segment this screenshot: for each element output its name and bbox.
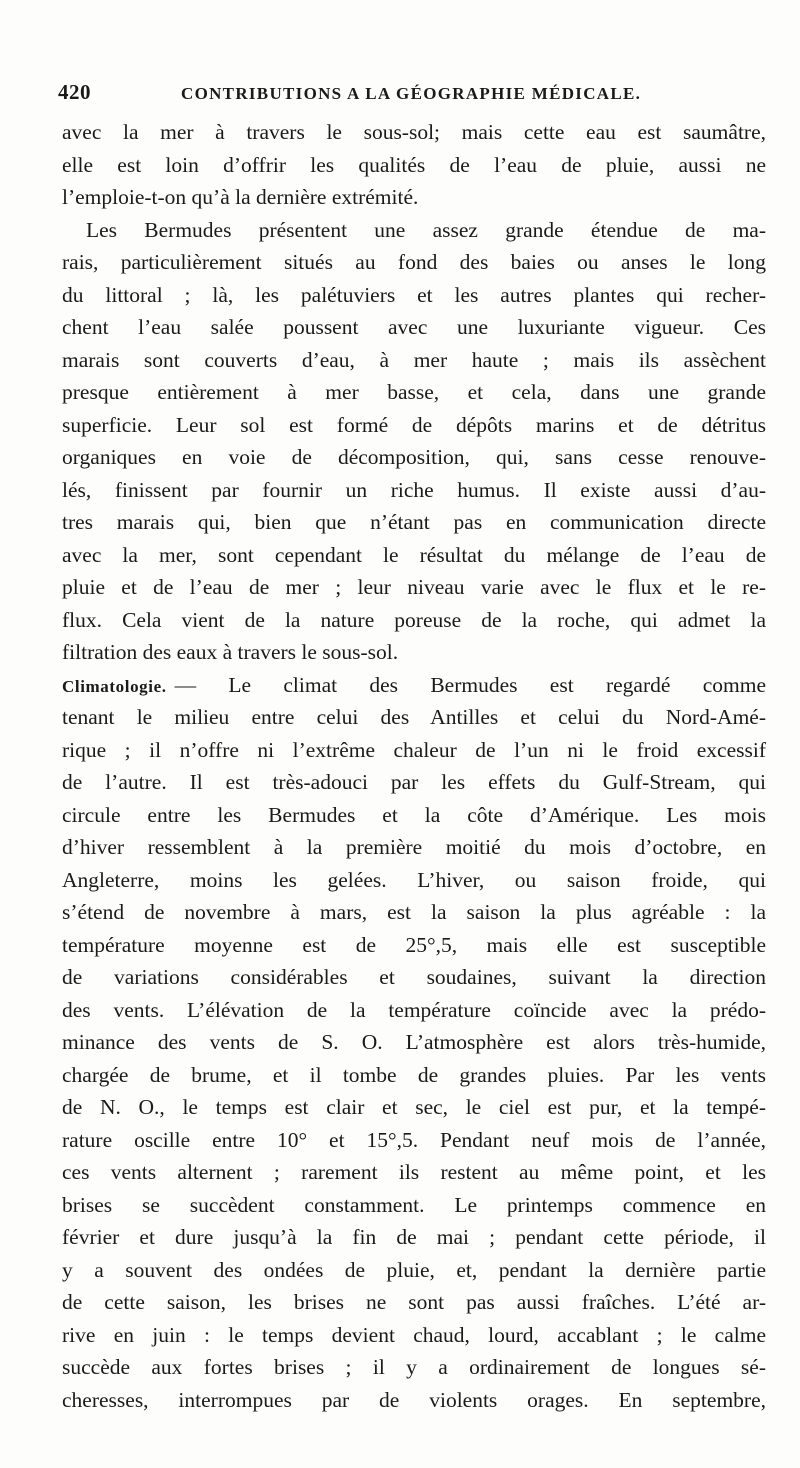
text-line: tres marais qui, bien que n’étant pas en communication directe	[62, 510, 766, 534]
text-line: flux. Cela vient de la nature poreuse de la roche, qui admet la	[62, 607, 766, 632]
text-line: février et dure jusqu’à la fin de mai ; pendant cette période, il	[62, 1225, 766, 1249]
running-title: CONTRIBUTIONS A LA GÉOGRAPHIE MÉDICALE.	[181, 84, 642, 103]
text-line: avec la mer, sont cependant le résultat du mélange de l’eau de	[62, 542, 766, 567]
text-line: marais sont couverts d’eau, à mer haute ; mais ils assèchent	[62, 347, 766, 372]
text-line: rais, particulièrement situés au fond des baies ou anses le long	[62, 250, 766, 274]
text-line: cheresses, interrompues par de violents orages. En septembre,	[62, 1387, 766, 1412]
text-line: chent l’eau salée poussent avec une luxuriante vigueur. Ces	[62, 315, 766, 339]
text-line: presque entièrement à mer basse, et cela, dans une grande	[62, 380, 766, 404]
text-line: avec la mer à travers le sous-sol; mais cette eau est saumâtre,	[62, 120, 766, 144]
text-line: tenant le milieu entre celui des Antilles et celui du Nord-Amé-	[62, 705, 766, 729]
text-line: Angleterre, moins les gelées. L’hiver, ou saison froide, qui	[62, 867, 766, 892]
page-number: 420	[58, 80, 91, 104]
text-line: filtration des eaux à travers le sous-sol.	[62, 640, 399, 664]
text-line: de N. O., le temps est clair et sec, le ciel est pur, et la tempé-	[62, 1095, 766, 1119]
text-line: succède aux fortes brises ; il y a ordinairement de longues sé-	[62, 1355, 766, 1379]
text-line: organiques en voie de décomposition, qui, sans cesse renouve-	[62, 445, 766, 469]
body-text	[62, 116, 766, 1416]
text-line: ces vents alternent ; rarement ils restent au même point, et les	[62, 1160, 766, 1184]
text-line: circule entre les Bermudes et la côte d’Amérique. Les mois	[62, 802, 766, 827]
text-line: de l’autre. Il est très-adouci par les effets du Gulf-Stream, qui	[62, 770, 766, 794]
page-header	[58, 80, 758, 110]
paragraph	[62, 669, 766, 1417]
text-line: des vents. L’élévation de la température coïncide avec la prédo-	[62, 997, 766, 1022]
text-line: rature oscille entre 10° et 15°,5. Pendant neuf mois de l’année,	[62, 1127, 766, 1152]
section-heading: Climatologie.	[62, 676, 167, 696]
paragraph	[62, 116, 766, 214]
text-line: minance des vents de S. O. L’atmosphère est alors très-humide,	[62, 1030, 766, 1054]
text-line: du littoral ; là, les palétuviers et les autres plantes qui recher-	[62, 282, 766, 307]
text-line: Les Bermudes présentent une assez grande étendue de ma-	[86, 217, 766, 242]
text-line: température moyenne est de 25°,5, mais elle est susceptible	[62, 932, 766, 957]
text-line: rive en juin : le temps devient chaud, lourd, accablant ; le calme	[62, 1322, 766, 1347]
text-line: de variations considérables et soudaines, suivant la direction	[62, 965, 766, 989]
text-line: s’étend de novembre à mars, est la saison la plus agréable : la	[62, 900, 766, 924]
text-line	[62, 669, 766, 702]
text-line: rique ; il n’offre ni l’extrême chaleur de l’un ni le froid excessif	[62, 737, 766, 762]
text-line: elle est loin d’offrir les qualités de l’eau de pluie, aussi ne	[62, 152, 766, 177]
text-line: pluie et de l’eau de mer ; leur niveau varie avec le flux et le re-	[62, 575, 766, 599]
text-line: d’hiver ressemblent à la première moitié du mois d’octobre, en	[62, 835, 766, 859]
text-line: chargée de brume, et il tombe de grandes pluies. Par les vents	[62, 1062, 766, 1087]
heading-line-text: — Le climat des Bermudes est regardé comme	[174, 672, 766, 697]
text-line: y a souvent des ondées de pluie, et, pendant la dernière partie	[62, 1257, 766, 1282]
text-line: lés, finissent par fournir un riche humus. Il existe aussi d’au-	[62, 477, 766, 502]
paragraph	[62, 214, 766, 669]
text-line: de cette saison, les brises ne sont pas aussi fraîches. L’été ar-	[62, 1290, 766, 1314]
text-line: superficie. Leur sol est formé de dépôts marins et de détritus	[62, 412, 766, 437]
text-line: l’emploie-t-on qu’à la dernière extrémité.	[62, 185, 419, 209]
text-line: brises se succèdent constamment. Le printemps commence en	[62, 1192, 766, 1217]
